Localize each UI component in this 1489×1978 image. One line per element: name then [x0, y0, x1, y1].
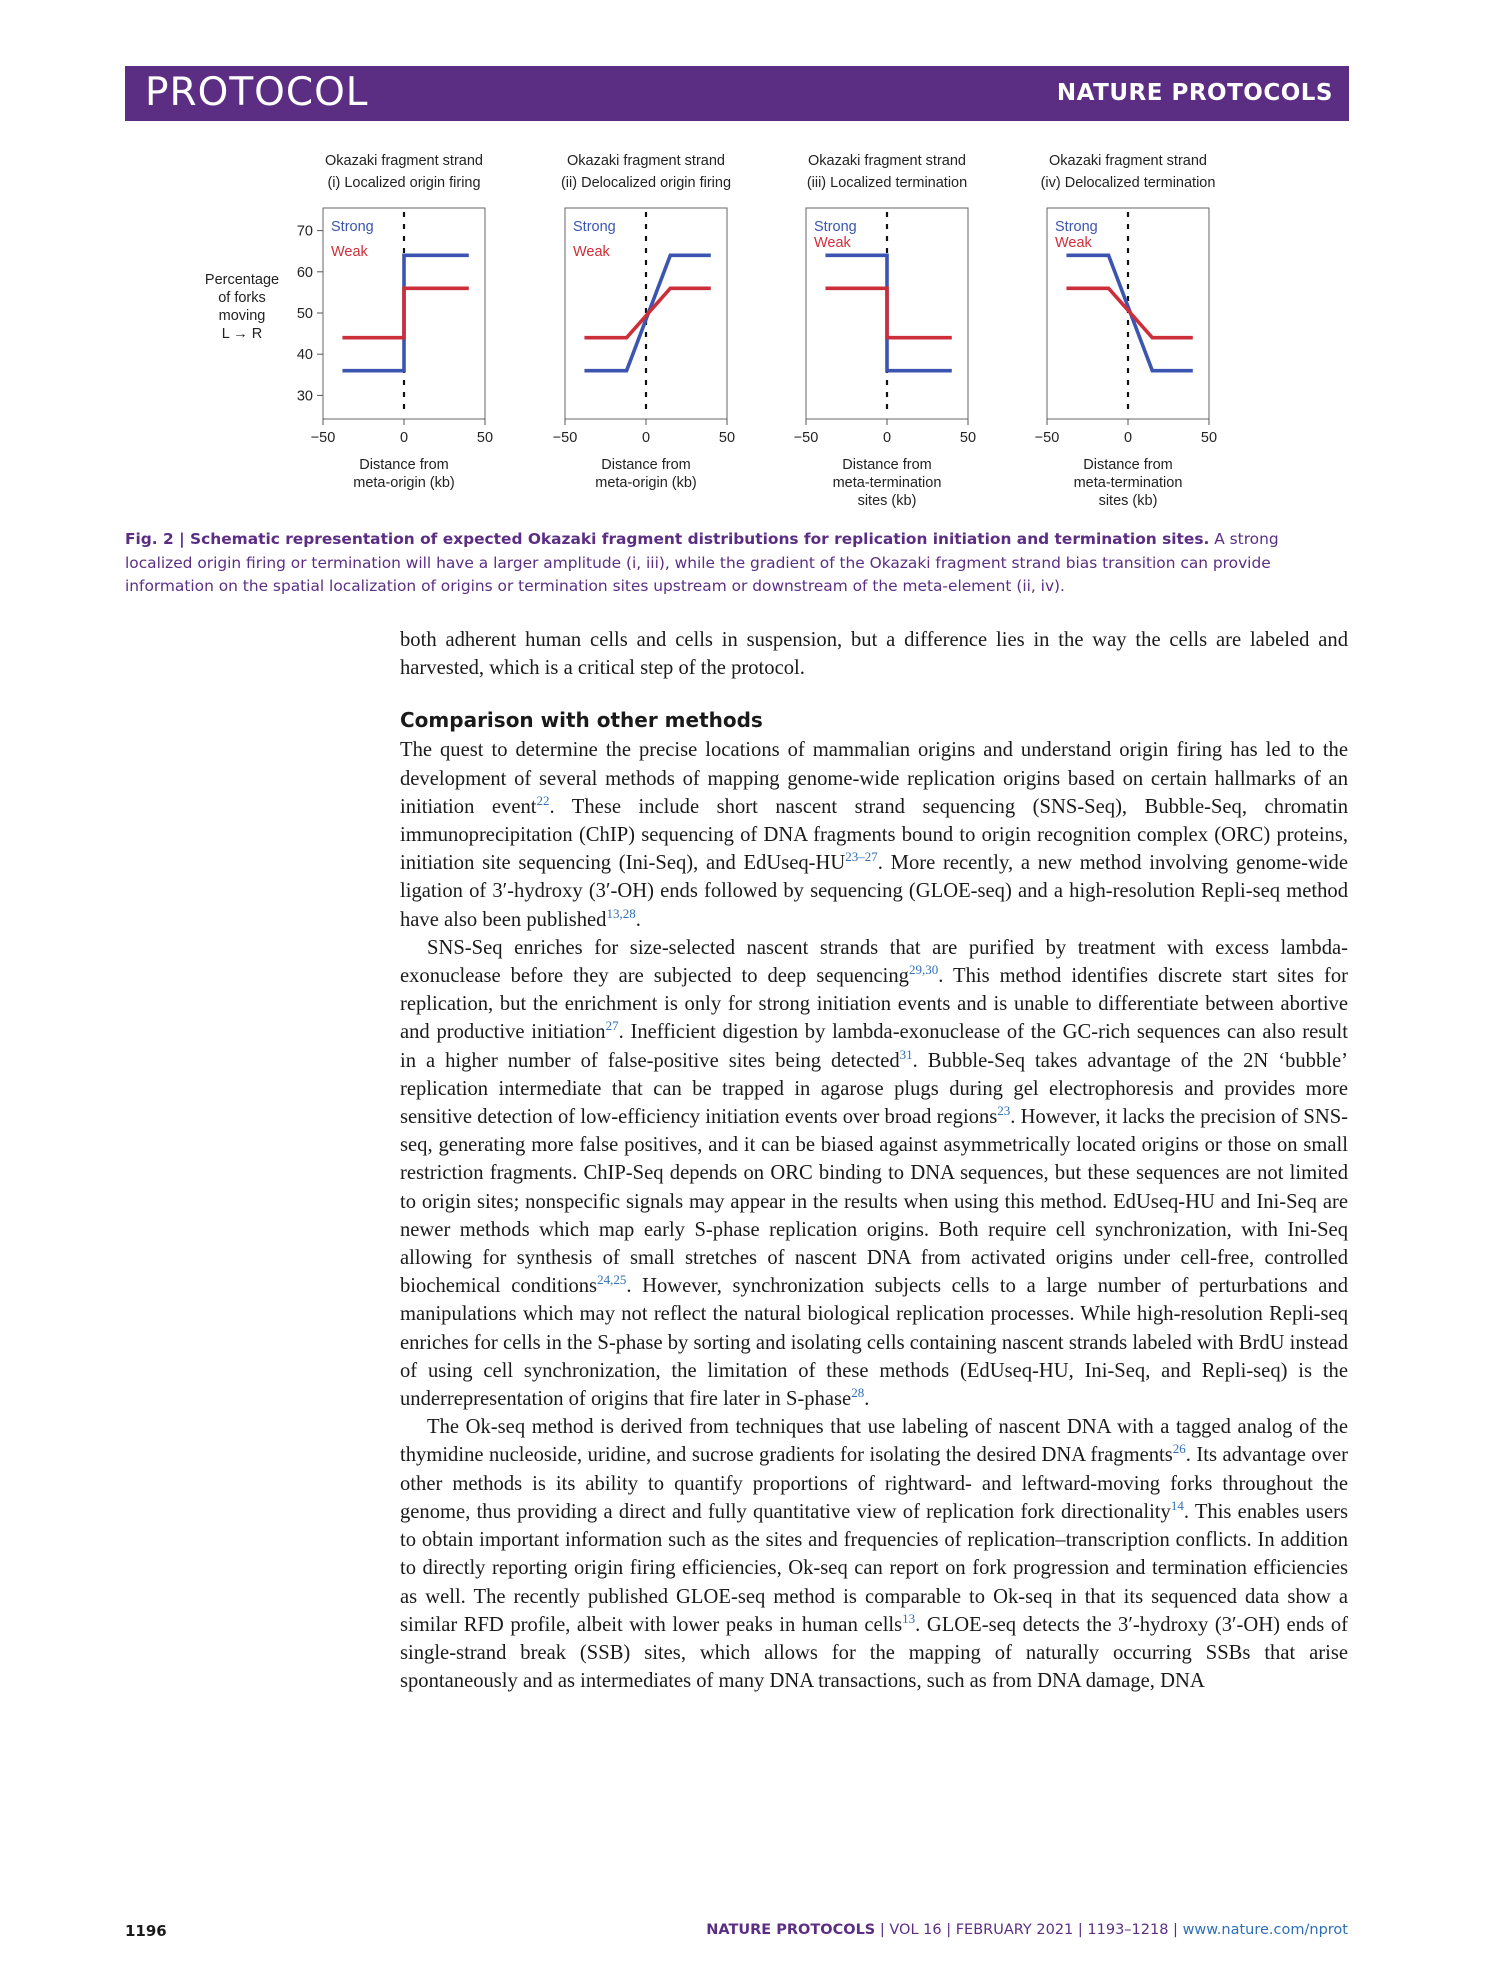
- legend-strong: Strong: [573, 219, 616, 235]
- y-axis-label: Percentage: [204, 272, 280, 288]
- x-axis-label: meta-termination: [1073, 475, 1183, 491]
- y-tick-label: 60: [296, 264, 313, 281]
- footer-citation: NATURE PROTOCOLS | VOL 16 | FEBRUARY 2021 | 1193–1218 | www.nature.com/nprot: [706, 1922, 1348, 1938]
- paragraph-continuation: both adherent human cells and cells in suspension, but a difference lies in the way the cells are labeled and harvested, which is a critical step of the protocol.: [400, 629, 1348, 680]
- panel-subtitle: (i) Localized origin firing: [327, 175, 481, 191]
- legend-strong: Strong: [1055, 219, 1098, 235]
- citation[interactable]: 28: [851, 1385, 865, 1401]
- journal-name: NATURE PROTOCOLS: [1056, 80, 1333, 106]
- citation[interactable]: 23: [997, 1103, 1011, 1119]
- footer-date: FEBRUARY 2021: [955, 1922, 1074, 1938]
- paragraph-3: The Ok-seq method is derived from techniques that use labeling of nascent DNA with a tagged analog of the thymidine nucleoside, uridine, and sucrose gradients for isolating the desired DNA fragments$^{26}$. Its advantage over other methods is its ability to quantify proportions of rightward- and leftward-moving forks throughout the genome, thus providing a direct and fully quantitative view of replication fork directionality$^{14}$. This enables users to obtain important information such as the sites and frequencies of replication–transcription conflicts. In addition to directly reporting origin firing efficiencies, Ok-seq can report on fork progression and termination efficiencies as well. The recently published GLOE-seq method is comparable to Ok-seq in that its sequenced data show a similar RFD profile, albeit with lower peaks in human cells$^{13}$. GLOE-seq detects the 3′-hydroxy (3′-OH) ends of single-strand break (SSB) sites, which allows for the mapping of naturally occurring SSBs that arise spontaneously and as intermediates of many DNA transactions, such as from DNA damage, DNA: [400, 1416, 1348, 1693]
- article-body: [400, 626, 1348, 1695]
- legend-strong: Strong: [331, 219, 374, 235]
- panel-title: Okazaki fragment strand: [808, 153, 966, 169]
- paragraph-1: The quest to determine the precise locations of mammalian origins and understand origin firing has led to the development of several methods of mapping genome-wide replication origins based on certain hallmarks of an initiation event$^{22}$. These include short nascent strand sequencing (SNS-Seq), Bubble-Seq, chromatin immunoprecipitation (ChIP) sequencing of DNA fragments bound to origin recognition complex (ORC) proteins, initiation site sequencing (Ini-Seq), and EdUseq-HU$^{23-27}$. More recently, a new method involving genome-wide ligation of 3′-hydroxy (3′-OH) ends followed by sequencing (GLOE-seq) and a high-resolution Repli-seq method have also been published$^{13,28}$.: [400, 739, 1349, 931]
- x-tick-label: 0: [641, 430, 651, 446]
- x-tick-label: −50: [310, 430, 336, 446]
- x-tick-label: 0: [882, 430, 892, 446]
- x-tick-label: −50: [552, 430, 578, 446]
- citation[interactable]: 29,30: [908, 962, 939, 978]
- citation[interactable]: 31: [899, 1046, 913, 1062]
- legend-strong: Strong: [814, 219, 857, 235]
- series-line-weak: [825, 288, 951, 337]
- footer-url[interactable]: www.nature.com/nprot: [1182, 1922, 1348, 1938]
- page-number: 1196: [125, 1922, 167, 1940]
- footer-journal: NATURE PROTOCOLS: [706, 1922, 876, 1938]
- footer-volume: VOL 16: [889, 1922, 942, 1938]
- panel-title: Okazaki fragment strand: [1049, 153, 1207, 169]
- x-axis-label: Distance from: [842, 457, 932, 473]
- y-axis-label: of forks: [218, 290, 266, 306]
- citation[interactable]: 13,28: [606, 905, 636, 921]
- x-axis-label: meta-origin (kb): [595, 475, 697, 491]
- x-tick-label: −50: [1034, 430, 1060, 446]
- panel-subtitle: (ii) Delocalized origin firing: [560, 175, 732, 191]
- panel-title: Okazaki fragment strand: [325, 153, 483, 169]
- citation[interactable]: 26: [1172, 1441, 1186, 1457]
- x-tick-label: 0: [399, 430, 409, 446]
- x-tick-label: 50: [476, 430, 494, 446]
- section-heading: Comparison with other methods: [400, 708, 763, 733]
- legend-weak: Weak: [814, 235, 851, 251]
- legend-weak: Weak: [1055, 235, 1092, 251]
- y-axis-label: moving: [218, 308, 266, 324]
- footer-pages: 1193–1218: [1087, 1922, 1169, 1938]
- series-line-weak: [1066, 288, 1192, 337]
- x-tick-label: 50: [718, 430, 736, 446]
- x-tick-label: 50: [1200, 430, 1218, 446]
- figure-caption: [125, 528, 1349, 599]
- panel-subtitle: (iv) Delocalized termination: [1040, 175, 1216, 191]
- x-axis-label: Distance from: [601, 457, 691, 473]
- x-tick-label: −50: [793, 430, 819, 446]
- x-axis-label: Distance from: [1083, 457, 1173, 473]
- y-axis-label: L → R: [221, 326, 263, 342]
- x-axis-label: meta-termination: [832, 475, 942, 491]
- series-line-weak: [342, 288, 468, 337]
- legend-weak: Weak: [331, 244, 368, 260]
- x-axis-label: Distance from: [359, 457, 449, 473]
- x-tick-label: 0: [1123, 430, 1133, 446]
- citation[interactable]: 27: [605, 1018, 619, 1034]
- y-tick-label: 40: [296, 347, 313, 364]
- section-label: PROTOCOL: [145, 70, 369, 115]
- panel-title: Okazaki fragment strand: [567, 153, 725, 169]
- y-tick-label: 50: [296, 306, 313, 322]
- paragraph-2: SNS-Seq enriches for size-selected nascent strands that are purified by treatment with excess lambda-exonuclease before they are subjected to deep sequencing$^{29,30}$. This method identifies discrete start sites for replication, but the enrichment is only for strong initiation events and is unable to differentiate between abortive and productive initiation$^{27}$. Inefficient digestion by lambda-exonuclease of the GC-rich sequences can also result in a higher number of false-positive sites being detected$^{31}$. Bubble-Seq takes advantage of the 2N ‘bubble’ replication intermediate that can be trapped in agarose plugs during gel electrophoresis and provides more sensitive detection of low-efficiency initiation events over broad regions$^{23}$. However, it lacks the precision of SNS-seq, generating more false positives, and it can be biased against asymmetrically located origins or those on small restriction fragments. ChIP-Seq depends on ORC binding to DNA sequences, but these sequences are not limited to origin sites; nonspecific signals may appear in the results when using this method. EdUseq-HU and Ini-Seq are newer methods which map early S-phase replication origins. Both require cell synchronization, with Ini-Seq allowing for synthesis of small stretches of nascent DNA from activated origins under cell-free, controlled biochemical conditions$^{24,25}$. However, synchronization subjects cells to a large number of perturbations and manipulations which may not reflect the natural biological replication processes. While high-resolution Repli-seq enriches for cells in the S-phase by sorting and isolating cells containing nascent strands labeled with BrdU instead of using cell synchronization, the limitation of these methods (EdUseq-HU, Ini-Seq, and Repli-seq) is the underrepresentation of origins that fire later in S-phase$^{28}$.: [400, 936, 1349, 1411]
- figure-2-chart: [125, 146, 1349, 516]
- header-bar: [125, 66, 1349, 121]
- x-axis-label: sites (kb): [857, 493, 917, 509]
- citation[interactable]: 13: [902, 1610, 916, 1626]
- citation[interactable]: 24,25: [597, 1272, 627, 1288]
- series-line-weak: [584, 288, 710, 337]
- citation[interactable]: 22: [536, 792, 550, 808]
- y-tick-label: 30: [296, 388, 313, 405]
- legend-weak: Weak: [573, 244, 610, 260]
- x-tick-label: 50: [959, 430, 977, 446]
- x-axis-label: sites (kb): [1098, 493, 1158, 509]
- caption-text: A strong localized origin firing or termination will have a larger amplitude (i, iii), while the gradient of the Okazaki fragment strand bias transition can provide information on the spatial localization of origins or termination sites upstream or downstream of the meta-element (ii, iv).: [125, 530, 1279, 595]
- panel-subtitle: (iii) Localized termination: [806, 175, 968, 191]
- caption-label: Fig. 2 | Schematic representation of expected Okazaki fragment distributions for replication initiation and termination sites.: [125, 530, 1210, 548]
- citation[interactable]: 14: [1170, 1498, 1184, 1514]
- y-tick-label: 70: [296, 223, 313, 240]
- x-axis-label: meta-origin (kb): [353, 475, 455, 491]
- figure-2: [125, 146, 1349, 516]
- citation[interactable]: 23–27: [845, 849, 878, 865]
